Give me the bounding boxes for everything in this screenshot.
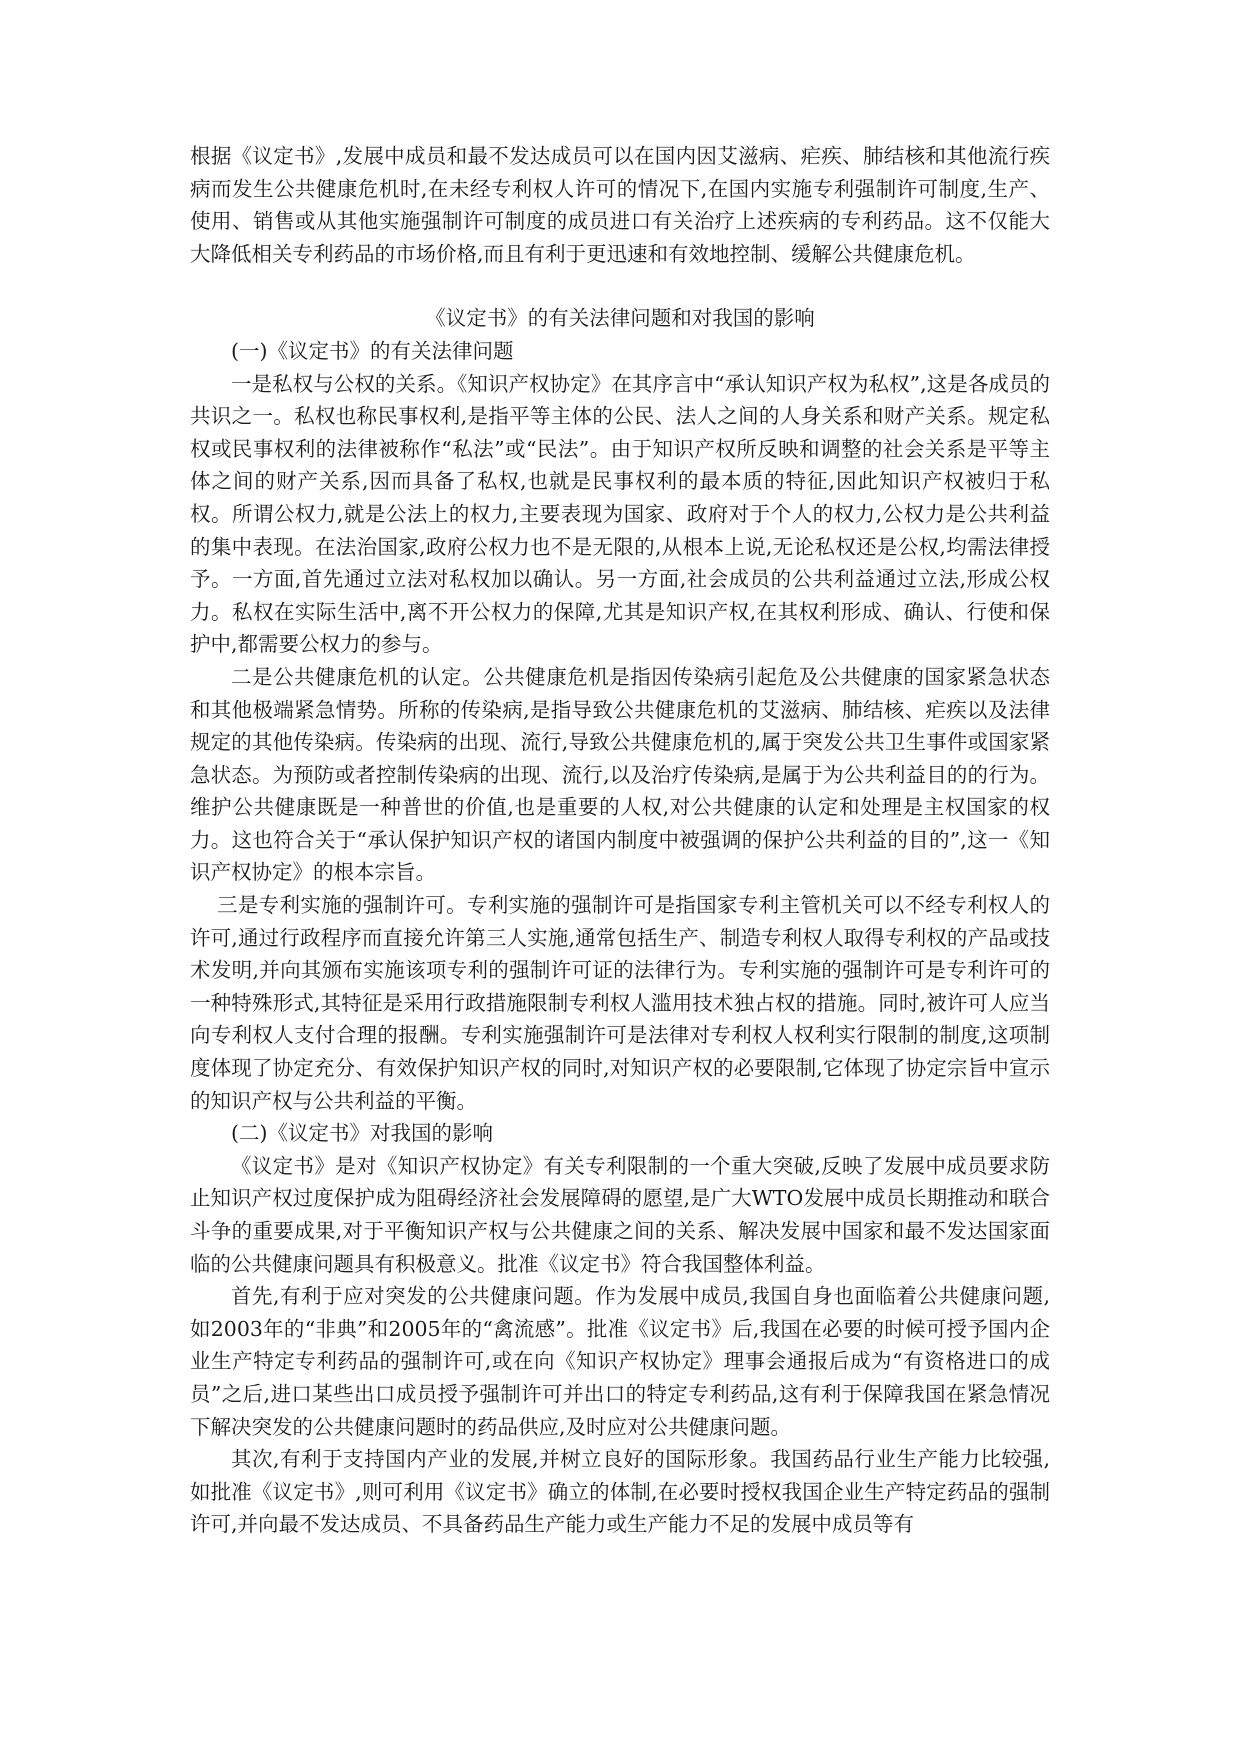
subsection-1-paragraph-1: 一是私权与公权的关系。《知识产权协定》在其序言中“承认知识产权为私权”,这是各成员的共识之一。私权也称民事权利,是指平等主体的公民、法人之间的人身关系和财产关系。规定私权或民事权利的法律被称作“私法”或“民法”。由于知识产权所反映和调整的社会关系是平等主体之间的财产关系,因而具备了私权,也就是民事权利的最本质的特征,因此知识产权被归于私权。所谓公权力,就是公法上的权力,主要表现为国家、政府对于个人的权力,公权力是公共利益的集中表现。在法治国家,政府公权力也不是无限的,从根本上说,无论私权还是公权,均需法律授予。一方面,首先通过立法对私权加以确认。另一方面,社会成员的公共利益通过立法,形成公权力。私权在实际生活中,离不开公权力的保障,尤其是知识产权,在其权利形成、确认、行使和保护中,都需要公权力的参与。 [190, 371, 1050, 657]
section-title: 《议定书》的有关法律问题和对我国的影响 [425, 306, 815, 331]
subsection-2-paragraph-2: 首先,有利于应对突发的公共健康问题。作为发展中成员,我国自身也面临着公共健康问题,如2003年的“非典”和2005年的“禽流感”。批准《议定书》后,我国在必要的时候可授予国内企业生产特定专利药品的强制许可,或在向《知识产权协定》理事会通报后成为“有资格进口的成员”之后,进口某些出口成员授予强制许可并出口的特定专利药品,这有利于保障我国在紧急情况下解决突发的公共健康问题时的药品供应,及时应对公共健康问题。 [190, 1284, 1050, 1439]
subsection-2-heading: (二)《议定书》对我国的影响 [231, 1121, 493, 1146]
subsection-1-paragraph-2: 二是公共健康危机的认定。公共健康危机是指因传染病引起危及公共健康的国家紧急状态和其他极端紧急情势。所称的传染病,是指导致公共健康危机的艾滋病、肺结核、疟疾以及法律规定的其他传染病。传染病的出现、流行,导致公共健康危机的,属于突发公共卫生事件或国家紧急状态。为预防或者控制传染病的出现、流行,以及治疗传染病,是属于为公共利益目的的行为。维护公共健康既是一种普世的价值,也是重要的人权,对公共健康的认定和处理是主权国家的权力。这也符合关于“承认保护知识产权的诸国内制度中被强调的保护公共利益的目的”,这一《知识产权协定》的根本宗旨。 [190, 664, 1050, 885]
subsection-2-paragraph-3: 其次,有利于支持国内产业的发展,并树立良好的国际形象。我国药品行业生产能力比较强,如批准《议定书》,则可利用《议定书》确立的体制,在必要时授权我国企业生产特定药品的强制许可,并向最不发达成员、不具备药品生产能力或生产能力不足的发展中成员等有 [190, 1447, 1050, 1537]
subsection-2-paragraph-1: 《议定书》是对《知识产权协定》有关专利限制的一个重大突破,反映了发展中成员要求防止知识产权过度保护成为阻碍经济社会发展障碍的愿望,是广大WTO发展中成员长期推动和联合斗争的重要成果,对于平衡知识产权与公共健康之间的关系、解决发展中国家和最不发达国家面临的公共健康问题具有积极意义。批准《议定书》符合我国整体利益。 [190, 1153, 1050, 1276]
intro-paragraph: 根据《议定书》,发展中成员和最不发达成员可以在国内因艾滋病、疟疾、肺结核和其他流行疾病而发生公共健康危机时,在未经专利权人许可的情况下,在国内实施专利强制许可制度,生产、使用、销售或从其他实施强制许可制度的成员进口有关治疗上述疾病的专利药品。这不仅能大大降低相关专利药品的市场价格,而且有利于更迅速和有效地控制、缓解公共健康危机。 [190, 144, 1050, 266]
document-body [190, 140, 1050, 1541]
subsection-1-paragraph-3: 三是专利实施的强制许可。专利实施的强制许可是指国家专利主管机关可以不经专利权人的许可,通过行政程序而直接允许第三人实施,通常包括生产、制造专利权人取得专利权的产品或技术发明,并向其颁布实施该项专利的强制许可证的法律行为。专利实施的强制许可是专利许可的一种特殊形式,其特征是采用行政措施限制专利权人滥用技术独占权的措施。同时,被许可人应当向专利权人支付合理的报酬。专利实施强制许可是法律对专利权人权利实行限制的制度,这项制度体现了协定充分、有效保护知识产权的同时,对知识产权的必要限制,它体现了协定宗旨中宣示的知识产权与公共利益的平衡。 [190, 893, 1050, 1113]
subsection-1-heading: (一)《议定书》的有关法律问题 [231, 338, 514, 363]
